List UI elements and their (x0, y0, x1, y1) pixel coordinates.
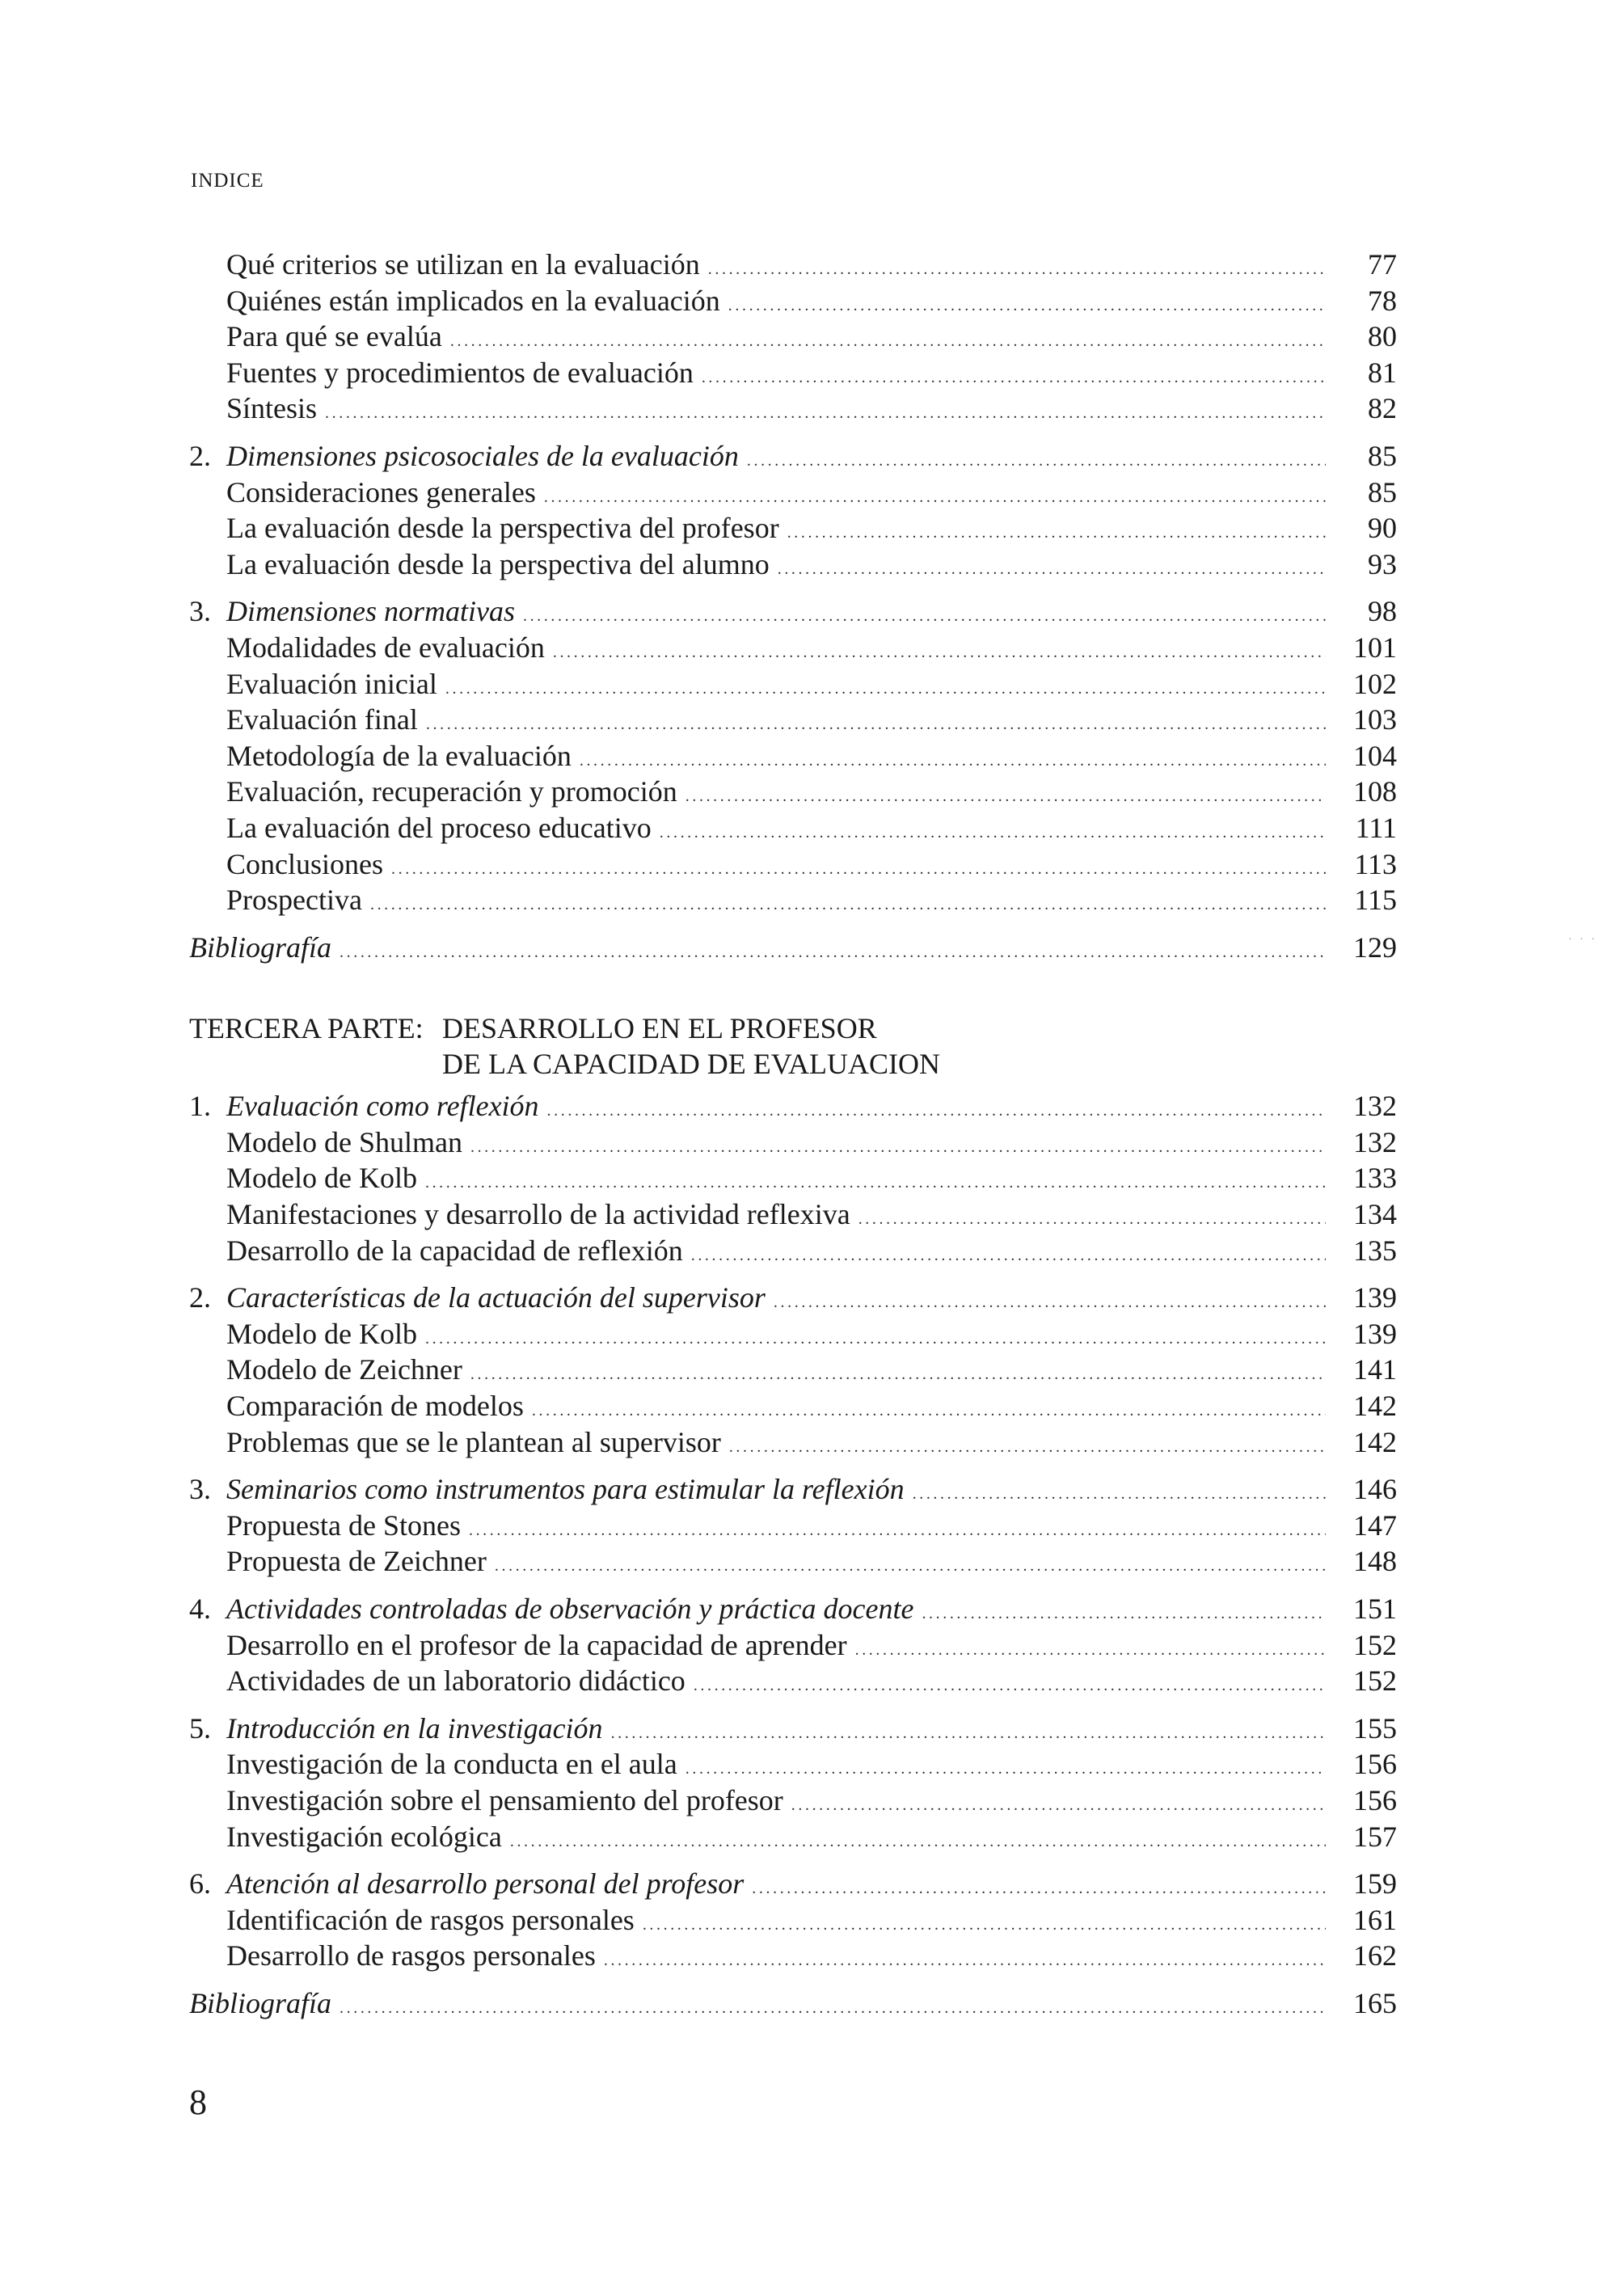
dot-leader (611, 1715, 1326, 1752)
dot-leader (553, 635, 1326, 671)
toc-entry (189, 1316, 1397, 1352)
entry-page-number: 80 (1368, 320, 1397, 353)
section-title: Investigación de la conducta en el aula (226, 1748, 677, 1781)
entry-page-number: 135 (1353, 1234, 1397, 1267)
dot-leader (913, 1476, 1326, 1513)
dot-leader (787, 515, 1326, 551)
dot-leader (470, 1129, 1326, 1166)
entry-page-number: 152 (1353, 1664, 1397, 1698)
entry-page-number: 146 (1353, 1473, 1397, 1506)
toc-entry (189, 1471, 1397, 1508)
entry-page-number: 103 (1353, 703, 1397, 736)
toc-entry (189, 1902, 1397, 1939)
entry-page-number: 142 (1353, 1390, 1397, 1423)
chapter-title: Dimensiones normativas (226, 595, 515, 628)
section-title: Síntesis (226, 392, 318, 425)
toc-entry (189, 630, 1397, 666)
toc-entry (189, 1663, 1397, 1699)
entry-number: 3. (189, 1473, 211, 1506)
chapter-title: Características de la actuación del supervisor (226, 1281, 766, 1314)
dot-leader (340, 1990, 1326, 2027)
page-number: 8 (189, 2082, 207, 2122)
section-title: Modalidades de evaluación (226, 631, 545, 664)
section-title: Investigación ecológica (226, 1820, 502, 1853)
entry-page-number: 108 (1353, 775, 1397, 808)
toc-entry (189, 247, 1397, 283)
section-title: Conclusiones (226, 847, 383, 880)
entry-page-number: 139 (1353, 1317, 1397, 1350)
section-title: Metodología de la evaluación (226, 739, 572, 772)
dot-leader (445, 671, 1326, 707)
dot-leader (708, 251, 1326, 288)
entry-page-number: 139 (1353, 1281, 1397, 1314)
entry-page-number: 147 (1353, 1508, 1397, 1542)
dot-leader (922, 1596, 1326, 1632)
dot-leader (747, 443, 1326, 479)
dot-leader (702, 360, 1326, 396)
toc-entry (189, 774, 1397, 810)
toc-entry (189, 1160, 1397, 1196)
toc-entry (189, 1088, 1397, 1124)
entry-page-number: 101 (1353, 631, 1397, 664)
toc-entry (189, 666, 1397, 702)
section-title: La evaluación desde la perspectiva del alumno (226, 547, 770, 580)
section-title: Prospectiva (226, 884, 362, 917)
section-title: Propuesta de Zeichner (226, 1545, 487, 1578)
toc-entry (189, 810, 1397, 846)
scan-specks: · · · (1568, 934, 1597, 946)
dot-leader (370, 887, 1326, 923)
entry-page-number: 98 (1368, 595, 1397, 628)
entry-number: 3. (189, 595, 211, 628)
section-title: Modelo de Shulman (226, 1125, 462, 1158)
chapter-title: Seminarios como instrumentos para estimular la reflexión (226, 1473, 905, 1506)
entry-page-number: 104 (1353, 739, 1397, 772)
entry-number: 4. (189, 1593, 211, 1625)
toc-entry (189, 846, 1397, 883)
entry-page-number: 159 (1353, 1867, 1397, 1901)
section-title: Desarrollo de rasgos personales (226, 1939, 596, 1972)
dot-leader (643, 1907, 1326, 1943)
toc-entry (189, 319, 1397, 355)
dot-leader (469, 1513, 1326, 1549)
section-title: Modelo de Zeichner (226, 1353, 462, 1386)
section-title: La evaluación desde la perspectiva del profesor (226, 512, 779, 545)
dot-leader (752, 1871, 1326, 1907)
entry-page-number: 162 (1353, 1939, 1397, 1972)
toc-entry (189, 546, 1397, 583)
entry-page-number: 90 (1368, 512, 1397, 545)
section-title: Consideraciones generales (226, 475, 536, 508)
entry-page-number: 156 (1353, 1783, 1397, 1816)
section-title: Desarrollo en el profesor de la capacidad de aprender (226, 1628, 847, 1661)
dot-leader (694, 1668, 1326, 1704)
dot-leader (685, 778, 1326, 815)
dot-leader (691, 1238, 1326, 1274)
toc-entry (189, 1783, 1397, 1819)
toc-entry (189, 1819, 1397, 1855)
dot-leader (791, 1787, 1326, 1824)
toc-part-block (189, 1088, 1397, 2021)
dot-leader (547, 1093, 1326, 1129)
dot-leader (340, 935, 1326, 971)
section-title: Manifestaciones y desarrollo de la actividad reflexiva (226, 1198, 850, 1231)
section-title: Quiénes están implicados en la evaluación (226, 284, 720, 317)
entry-page-number: 165 (1353, 1986, 1397, 2019)
entry-page-number: 129 (1353, 930, 1397, 964)
entry-page-number: 152 (1353, 1628, 1397, 1661)
entry-page-number: 141 (1353, 1353, 1397, 1386)
section-title: Problemas que se le plantean al supervisor (226, 1425, 721, 1458)
entry-page-number: 78 (1368, 284, 1397, 317)
toc-entry (189, 1746, 1397, 1783)
entry-page-number: 132 (1353, 1125, 1397, 1158)
entry-page-number: 132 (1353, 1090, 1397, 1123)
toc-entry (189, 1280, 1397, 1316)
toc-entry (189, 1866, 1397, 1902)
toc-entry (189, 1985, 1397, 2022)
chapter-title: Bibliografía (189, 1986, 332, 2019)
section-title: Modelo de Kolb (226, 1317, 417, 1350)
section-title: Qué criterios se utilizan en la evaluación (226, 248, 700, 281)
entry-number: 1. (189, 1090, 211, 1123)
dot-leader (425, 1321, 1326, 1357)
table-of-contents (189, 247, 1397, 2022)
toc-entry (189, 882, 1397, 918)
entry-page-number: 111 (1355, 811, 1397, 844)
entry-page-number: 113 (1354, 847, 1397, 880)
dot-leader (728, 288, 1326, 324)
toc-entry (189, 355, 1397, 391)
dot-leader (855, 1632, 1326, 1669)
entry-page-number: 81 (1368, 356, 1397, 389)
dot-leader (778, 551, 1326, 588)
toc-entry (189, 1352, 1397, 1388)
part-label: TERCERA PARTE: (189, 1012, 424, 1045)
toc-entry (189, 283, 1397, 319)
section-title: Desarrollo de la capacidad de reflexión (226, 1234, 683, 1267)
entry-page-number: 156 (1353, 1748, 1397, 1781)
entry-page-number: 134 (1353, 1198, 1397, 1231)
section-title: Investigación sobre el pensamiento del profesor (226, 1783, 783, 1816)
dot-leader (729, 1429, 1326, 1466)
section-title: Fuentes y procedimientos de evaluación (226, 356, 694, 389)
toc-entry (189, 1591, 1397, 1627)
toc-entry (189, 702, 1397, 738)
entry-page-number: 133 (1353, 1162, 1397, 1195)
entry-page-number: 85 (1368, 475, 1397, 508)
entry-number: 2. (189, 439, 211, 472)
toc-entry (189, 1543, 1397, 1580)
section-title: La evaluación del proceso educativo (226, 811, 652, 844)
entry-page-number: 151 (1353, 1593, 1397, 1625)
dot-leader (391, 851, 1326, 888)
entry-page-number: 115 (1354, 884, 1397, 917)
entry-number: 2. (189, 1281, 211, 1314)
running-head: INDICE (191, 170, 264, 192)
toc-entry (189, 930, 1397, 966)
dot-leader (510, 1824, 1326, 1860)
section-title: Propuesta de Stones (226, 1508, 461, 1542)
entry-page-number: 82 (1368, 392, 1397, 425)
toc-entry (189, 738, 1397, 774)
toc-top-block (189, 247, 1397, 965)
section-title: Evaluación final (226, 703, 418, 736)
toc-entry (189, 1424, 1397, 1461)
dot-leader (580, 743, 1326, 779)
toc-entry (189, 1711, 1397, 1747)
toc-entry (189, 1196, 1397, 1233)
section-title: Modelo de Kolb (226, 1162, 417, 1195)
chapter-title: Actividades controladas de observación y práctica docente (226, 1593, 914, 1625)
toc-entry (189, 1938, 1397, 1974)
entry-number: 5. (189, 1711, 211, 1745)
toc-entry (189, 593, 1397, 630)
entry-page-number: 161 (1353, 1903, 1397, 1936)
toc-entry (189, 1233, 1397, 1269)
toc-entry (189, 475, 1397, 511)
dot-leader (325, 395, 1326, 432)
section-title: Identificación de rasgos personales (226, 1903, 635, 1936)
entry-page-number: 148 (1353, 1545, 1397, 1578)
chapter-title: Introducción en la investigación (226, 1711, 603, 1745)
section-title: Evaluación inicial (226, 667, 437, 700)
dot-leader (858, 1201, 1326, 1238)
entry-page-number: 93 (1368, 547, 1397, 580)
section-title: Para qué se evalúa (226, 320, 442, 353)
section-title: Comparación de modelos (226, 1390, 524, 1423)
dot-leader (604, 1943, 1326, 1979)
toc-entry (189, 1388, 1397, 1424)
dot-leader (660, 815, 1326, 851)
part-heading (189, 1010, 1397, 1082)
part-title-line-1: DESARROLLO EN EL PROFESOR (442, 1012, 877, 1045)
entry-page-number: 155 (1353, 1711, 1397, 1745)
chapter-title: Bibliografía (189, 930, 332, 964)
entry-page-number: 85 (1368, 439, 1397, 472)
chapter-title: Evaluación como reflexión (226, 1090, 539, 1123)
toc-entry (189, 1627, 1397, 1664)
entry-page-number: 102 (1353, 667, 1397, 700)
toc-entry (189, 510, 1397, 546)
chapter-title: Atención al desarrollo personal del profesor (226, 1867, 745, 1901)
toc-entry (189, 438, 1397, 475)
entry-page-number: 157 (1353, 1820, 1397, 1853)
dot-leader (774, 1285, 1326, 1321)
toc-entry (189, 1508, 1397, 1544)
toc-entry (189, 1124, 1397, 1161)
toc-entry (189, 390, 1397, 427)
chapter-title: Dimensiones psicosociales de la evaluación (226, 439, 739, 472)
section-title: Evaluación, recuperación y promoción (226, 775, 677, 808)
entry-page-number: 77 (1368, 248, 1397, 281)
dot-leader (495, 1548, 1326, 1584)
entry-page-number: 142 (1353, 1425, 1397, 1458)
entry-number: 6. (189, 1867, 211, 1901)
part-title-line-2: DE LA CAPACIDAD DE EVALUACION (442, 1048, 941, 1081)
dot-leader (470, 1356, 1326, 1393)
dot-leader (523, 598, 1326, 635)
section-title: Actividades de un laboratorio didáctico (226, 1664, 685, 1698)
